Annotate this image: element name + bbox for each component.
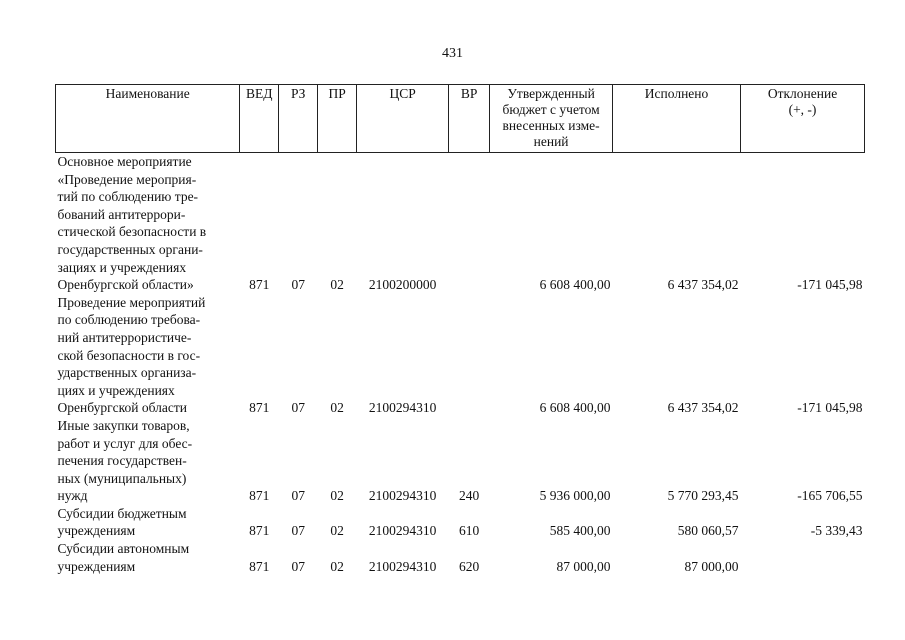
name-line: ний антитеррористиче- (57, 329, 192, 345)
cell-approved: 87 000,00 (556, 558, 611, 574)
cell-pr: 02 (330, 523, 344, 539)
name-line: Иные закупки товаров, (57, 417, 190, 433)
cell-rz: 07 (291, 400, 305, 416)
header-deviation-line: Отклонение (767, 86, 838, 101)
name-line: Проведение мероприятий (57, 294, 206, 310)
cell-ved: 871 (249, 523, 270, 539)
page-number: 431 (442, 46, 463, 61)
table-row (56, 294, 865, 417)
cell-vr (449, 294, 490, 417)
cell-csr: 2100294310 (368, 558, 437, 574)
table-row (56, 417, 865, 505)
table-row (56, 505, 865, 540)
cell-csr: 2100294310 (368, 488, 437, 504)
cell-deviation: -5 339,43 (810, 523, 863, 539)
cell-deviation: -165 706,55 (797, 488, 863, 504)
header-approved (490, 85, 613, 153)
cell-approved: 585 400,00 (549, 523, 611, 539)
budget-execution-table (55, 84, 865, 575)
name-line: Основное мероприятие (57, 154, 192, 169)
cell-name (56, 505, 240, 540)
name-line: нужд (57, 488, 88, 504)
table-header (56, 85, 865, 153)
cell-pr: 02 (330, 488, 344, 504)
name-line: Оренбургской области» (57, 277, 194, 293)
header-rz: РЗ (279, 85, 318, 153)
cell-vr: 610 (459, 523, 480, 539)
name-line: бований антитеррори- (57, 206, 186, 222)
header-deviation (741, 85, 865, 153)
table-body (56, 153, 865, 576)
name-line: ской безопасности в гос- (57, 347, 201, 363)
name-line: «Проведение мероприя- (57, 171, 197, 187)
name-line: зациях и учреждениях (57, 259, 187, 275)
cell-executed: 5 770 293,45 (667, 488, 739, 504)
cell-approved: 5 936 000,00 (539, 488, 611, 504)
cell-pr: 02 (330, 400, 344, 416)
cell-rz: 07 (291, 488, 305, 504)
cell-vr (449, 153, 490, 294)
header-approved-line: Утвержденный (507, 86, 595, 101)
name-line: печения государствен- (57, 453, 187, 469)
name-line: Субсидии бюджетным (57, 505, 187, 521)
cell-vr: 240 (459, 488, 480, 504)
name-line: Субсидии автономным (57, 541, 190, 557)
cell-name (56, 153, 240, 294)
cell-executed: 87 000,00 (684, 558, 739, 574)
name-line: циях и учреждениях (57, 382, 175, 398)
cell-executed: 580 060,57 (677, 523, 739, 539)
name-line: ударственных организа- (57, 365, 197, 381)
name-line: по соблюдению требова- (57, 312, 201, 328)
header-deviation-line: (+, -) (788, 102, 817, 117)
name-line: тий по соблюдению тре- (57, 189, 199, 205)
cell-deviation (741, 540, 865, 575)
name-line: стической безопасности в (57, 224, 207, 240)
cell-csr: 2100294310 (368, 400, 437, 416)
header-pr: ПР (318, 85, 357, 153)
cell-pr: 02 (330, 277, 344, 293)
table-row (56, 540, 865, 575)
header-name: Наименование (56, 85, 240, 153)
cell-csr: 2100294310 (368, 523, 437, 539)
cell-ved: 871 (249, 558, 270, 574)
header-approved-line: внесенных изме- (502, 118, 600, 133)
cell-executed: 6 437 354,02 (667, 400, 739, 416)
cell-ved: 871 (249, 277, 270, 293)
cell-name (56, 294, 240, 417)
cell-name (56, 417, 240, 505)
name-line: учреждениям (57, 523, 136, 539)
cell-approved: 6 608 400,00 (539, 400, 611, 416)
cell-executed: 6 437 354,02 (667, 277, 739, 293)
table-row (56, 153, 865, 294)
name-line: ных (муниципальных) (57, 470, 187, 486)
header-approved-line: нений (533, 134, 569, 149)
cell-rz: 07 (291, 558, 305, 574)
cell-csr: 2100200000 (368, 277, 437, 293)
cell-deviation: -171 045,98 (797, 277, 863, 293)
cell-rz: 07 (291, 523, 305, 539)
name-line: работ и услуг для обес- (57, 435, 193, 451)
name-line: государственных органи- (57, 241, 203, 257)
header-vr: ВР (449, 85, 490, 153)
cell-rz: 07 (291, 277, 305, 293)
header-ved: ВЕД (240, 85, 279, 153)
name-line: учреждениям (57, 558, 136, 574)
name-line: Оренбургской области (57, 400, 187, 416)
header-csr: ЦСР (357, 85, 449, 153)
cell-name (56, 540, 240, 575)
cell-ved: 871 (249, 400, 270, 416)
header-approved-line: бюджет с учетом (502, 102, 600, 117)
cell-approved: 6 608 400,00 (539, 277, 611, 293)
header-executed: Исполнено (613, 85, 741, 153)
cell-vr: 620 (459, 558, 480, 574)
cell-ved: 871 (249, 488, 270, 504)
cell-pr: 02 (330, 558, 344, 574)
cell-deviation: -171 045,98 (797, 400, 863, 416)
